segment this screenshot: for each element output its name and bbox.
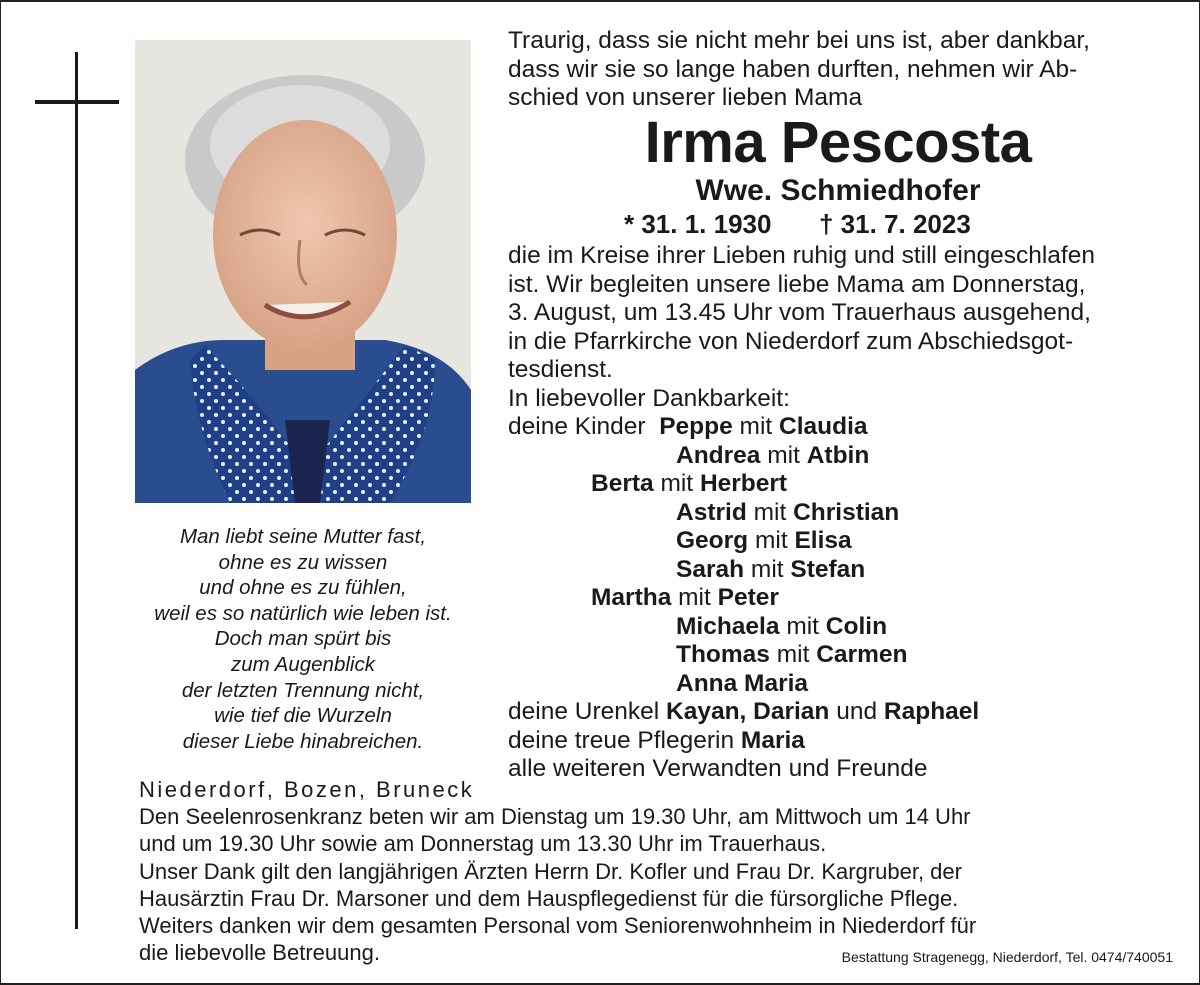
family-member: Peppe — [659, 413, 733, 440]
mit-word: mit — [786, 612, 819, 640]
mit-word: mit — [660, 470, 694, 497]
mit-word: mit — [739, 413, 773, 440]
intro-line: dass wir sie so lange haben durften, nehmen wir Ab- — [508, 55, 1078, 83]
deceased-name: Irma Pescosta — [644, 110, 1032, 175]
poem-line: dieser Liebe hinabreichen. — [182, 729, 424, 753]
poem-line: und ohne es zu fühlen, — [199, 576, 407, 600]
family-partner: Claudia — [779, 413, 868, 440]
und-word: und — [836, 698, 878, 725]
family-row — [508, 413, 1095, 442]
mit-word: mit — [754, 527, 788, 554]
great-grandchild-last: Raphael — [883, 698, 980, 725]
caregiver-label: deine treue Pflegerin — [508, 726, 735, 754]
caregiver-row — [508, 727, 1095, 756]
intro-line: schied von unserer lieben Mama — [508, 84, 863, 111]
great-grandchildren-row — [508, 698, 1095, 727]
caregiver-name: Maria — [740, 726, 805, 754]
family-row — [508, 641, 1095, 670]
family-row — [508, 556, 1095, 585]
family-member: Michaela — [676, 612, 780, 640]
gratitude-heading: In liebevoller Dankbarkeit: — [508, 384, 790, 412]
family-member: Thomas — [676, 641, 770, 668]
family-row — [508, 442, 1095, 471]
family-member: Astrid — [676, 498, 747, 526]
closing-line: Unser Dank gilt den langjährigen Ärzten Herrn Dr. Kofler und Frau Dr. Kargruber, der — [139, 858, 962, 884]
poem-line: Doch man spürt bis — [214, 627, 392, 651]
poem-line: zum Augenblick — [231, 652, 375, 676]
cross-icon-bar — [35, 100, 119, 104]
mit-word: mit — [753, 498, 787, 526]
cross-icon — [75, 52, 78, 929]
closing-line: und um 19.30 Uhr sowie am Donnerstag um 13.30 Uhr im Trauerhaus. — [139, 831, 827, 857]
closing-line: Weiters danken wir dem gesamten Personal vom Seniorenwohnheim in Niederdorf für — [139, 913, 977, 939]
family-member: Martha — [591, 584, 672, 611]
family-member: Georg — [676, 527, 749, 554]
family-row — [508, 499, 1095, 528]
death-date: † 31. 7. 2023 — [819, 209, 971, 239]
closing-line: Den Seelenrosenkranz beten wir am Dienstag um 19.30 Uhr, am Mittwoch um 14 Uhr — [139, 804, 971, 829]
places-line: Niederdorf, Bozen, Bruneck — [139, 777, 475, 802]
poem-line: weil es so natürlich wie leben ist. — [154, 601, 452, 625]
announcement-line: in die Pfarrkirche von Niederdorf zum Abschiedsgot- — [508, 327, 1074, 355]
family-partner: Peter — [717, 584, 779, 611]
mit-word: mit — [750, 555, 784, 583]
portrait-photo — [135, 40, 471, 503]
family-partner: Elisa — [794, 527, 852, 554]
great-grandchildren-names: Kayan, Darian — [666, 698, 830, 725]
announcement-line: ist. Wir begleiten unsere liebe Mama am Donnerstag, — [508, 270, 1086, 298]
closing-line: die liebevolle Betreuung. — [139, 940, 380, 966]
family-member: Anna Maria — [676, 669, 809, 697]
family-row — [508, 527, 1095, 556]
family-member: Sarah — [676, 555, 745, 583]
poem-line: der letzten Trennung nicht, — [181, 678, 425, 702]
birth-date: * 31. 1. 1930 — [624, 209, 772, 239]
funeral-home-footer: Bestattung Stragenegg, Niederdorf, Tel. 0474/740051 — [841, 949, 1173, 965]
announcement-line: 3. August, um 13.45 Uhr vom Trauerhaus ausgehend, — [508, 299, 1091, 326]
family-partner: Stefan — [790, 555, 866, 583]
family-row — [508, 670, 1095, 699]
family-member: Berta — [591, 470, 654, 497]
closing-text — [139, 803, 976, 967]
intro-line: Traurig, dass sie nicht mehr bei uns ist, aber dankbar, — [508, 27, 1090, 54]
announcement-block — [508, 242, 1095, 784]
family-partner: Herbert — [699, 470, 788, 497]
mit-word: mit — [678, 584, 711, 611]
closing-line: Hausärztin Frau Dr. Marsoner und dem Hauspflegedienst für die fürsorgliche Pflege. — [139, 885, 959, 911]
family-row — [508, 613, 1095, 642]
poem-line: Man liebt seine Mutter fast, — [179, 525, 427, 548]
family-member: Andrea — [676, 441, 761, 469]
children-label: deine Kinder — [508, 413, 646, 440]
poem-line: wie tief die Wurzeln — [214, 704, 392, 728]
announcement-line: tesdienst. — [508, 356, 613, 383]
family-partner: Colin — [825, 612, 888, 640]
poem — [125, 524, 481, 754]
family-row — [508, 470, 1095, 499]
great-grandchildren-label: deine Urenkel — [508, 698, 660, 725]
intro-text — [508, 27, 1090, 113]
mit-word: mit — [767, 441, 800, 469]
relatives-line: alle weiteren Verwandten und Freunde — [508, 755, 928, 782]
mit-word: mit — [776, 641, 810, 668]
family-partner: Christian — [793, 498, 900, 526]
family-partner: Carmen — [816, 641, 908, 668]
widow-name: Wwe. Schmiedhofer — [695, 174, 981, 207]
family-row — [508, 584, 1095, 613]
announcement-line: die im Kreise ihrer Lieben ruhig und still eingeschlafen — [508, 242, 1095, 269]
poem-line: ohne es zu wissen — [218, 550, 388, 574]
family-partner: Atbin — [806, 441, 870, 469]
